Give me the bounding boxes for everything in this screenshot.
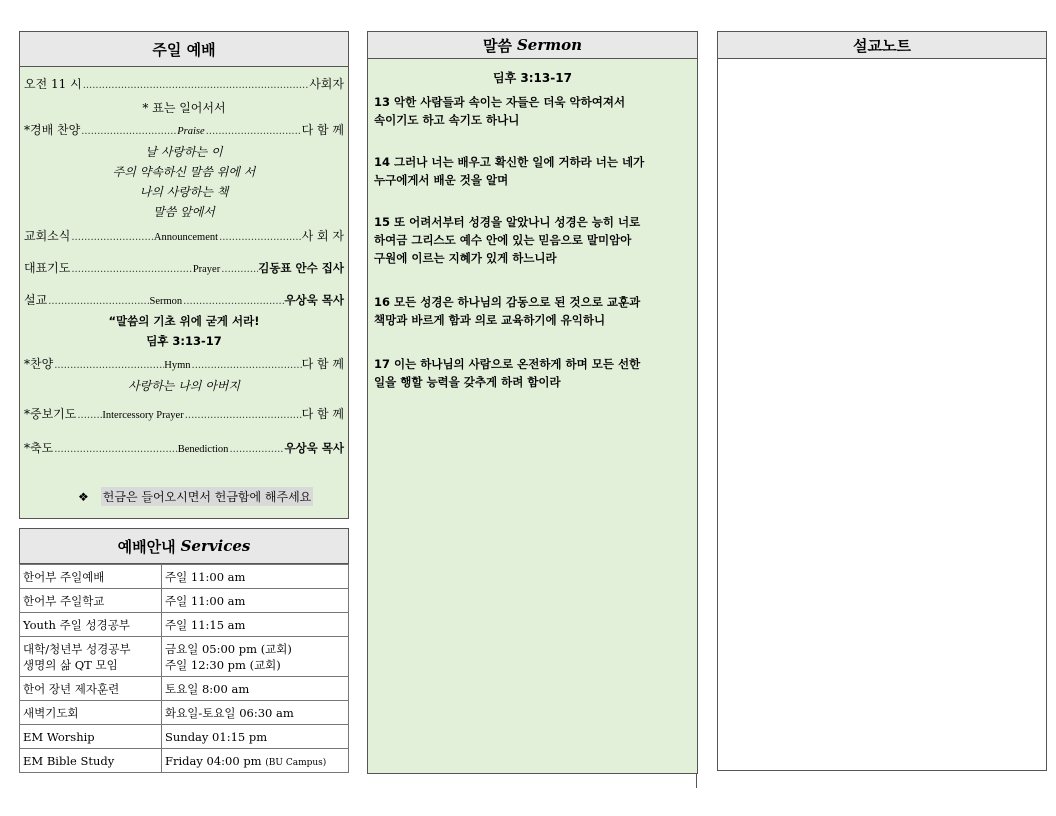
hymn-title: 사랑하는 나의 아버지: [128, 379, 240, 393]
order-item-announcement: [24, 227, 344, 245]
praise-song: 말씀 앞에서: [153, 205, 215, 219]
service-time: 화요일-토요일 06:30 am: [162, 701, 349, 725]
sermon-notes-title: 설교노트: [853, 36, 911, 55]
service-name: EM Bible Study: [20, 749, 162, 773]
services-title-en: Services: [180, 537, 251, 555]
service-time: 토요일 8:00 am: [162, 677, 349, 701]
offering-note: [78, 487, 313, 506]
service-time: Sunday 01:15 pm: [162, 725, 349, 749]
order-item-leader: 다 함 께: [301, 407, 344, 421]
order-item-label: 교회소식: [24, 229, 71, 243]
order-item-english: Intercessory Prayer: [102, 410, 184, 421]
standing-note: * 표는 일어서서: [142, 101, 226, 115]
service-name: 한어부 주일예배: [20, 565, 162, 589]
verse-line: 하여금 그리스도 예수 안에 있는 믿음으로 말미암아: [374, 233, 632, 247]
table-row: [20, 749, 349, 773]
order-item-english: Praise: [177, 126, 205, 137]
order-item-label: *경배 찬양: [24, 123, 81, 137]
service-time: 주일 11:00 am: [162, 565, 349, 589]
order-item-leader: 사 회 자: [301, 229, 344, 243]
services-table: [19, 564, 349, 773]
service-time: [162, 749, 349, 773]
order-item-leader: 사회자: [309, 77, 344, 91]
order-item-sermon: [24, 291, 344, 309]
sermon-notes-area[interactable]: [717, 59, 1047, 771]
service-time: [162, 637, 349, 677]
table-row: [20, 565, 349, 589]
order-item-leader: 우상욱 목사: [284, 293, 345, 307]
worship-order-title: 주일 예배: [152, 40, 216, 59]
service-time-line: 주일 12:30 pm (교회): [165, 657, 281, 672]
sermon-header-title-en: Sermon: [516, 36, 583, 54]
table-row: [20, 589, 349, 613]
praise-song: 날 사랑하는 이: [145, 145, 223, 159]
verse-17: [374, 355, 691, 391]
table-row: [20, 701, 349, 725]
order-item-leader: 우상욱 목사: [284, 441, 344, 455]
sermon-panel: [367, 59, 698, 774]
service-name: EM Worship: [20, 725, 162, 749]
verse-16: [374, 293, 691, 329]
verse-15: [374, 213, 691, 267]
praise-song: 나의 사랑하는 책: [139, 185, 229, 199]
order-item-label: *중보기도: [24, 407, 77, 421]
verse-13: [374, 93, 691, 129]
service-name-line: 대학/청년부 성경공부: [23, 641, 131, 656]
order-item-label: 오전 11 시: [24, 77, 82, 91]
order-item-label: 설교: [24, 293, 48, 307]
offering-note-text: 헌금은 들어오시면서 헌금함에 해주세요: [101, 487, 314, 506]
order-item-intercessory: [24, 405, 344, 423]
service-time: 주일 11:15 am: [162, 613, 349, 637]
sermon-reference: 딤후 3:13-17: [146, 334, 222, 348]
order-item-leader: 다 함 께: [301, 123, 345, 137]
scripture-reference: 딤후 3:13-17: [493, 71, 572, 85]
worship-order-header: [19, 31, 349, 67]
service-name: [20, 637, 162, 677]
verse-line: 15 또 어려서부터 성경을 알았나니 성경은 능히 너로: [374, 215, 641, 229]
services-header: [19, 528, 349, 564]
table-row: [20, 677, 349, 701]
order-item-hymn: [24, 355, 344, 373]
order-item-label: *찬양: [24, 357, 54, 371]
order-item-english: Hymn: [164, 360, 191, 371]
service-time-main: Friday 04:00 pm: [165, 753, 262, 768]
verse-line: 책망과 바르게 함과 의로 교육하기에 유익하니: [374, 313, 606, 327]
order-item-praise: [24, 121, 344, 139]
service-name: 새벽기도회: [20, 701, 162, 725]
order-item-leader: 김동표 안수 집사: [258, 261, 344, 275]
verse-line: 17 이는 하나님의 사람으로 온전하게 하며 모든 선한: [374, 357, 641, 371]
verse-line: 14 그러나 너는 배우고 확신한 일에 거하라 너는 네가: [374, 155, 645, 169]
order-item-prayer: [24, 259, 344, 277]
table-row: [20, 725, 349, 749]
verse-line: 누구에게서 배운 것을 알며: [374, 173, 509, 187]
order-item-english: Announcement: [153, 232, 219, 243]
sermon-title: “말씀의 기초 위에 굳게 서라!: [108, 314, 260, 328]
table-row: [20, 637, 349, 677]
services-title: 예배안내: [117, 537, 176, 556]
order-item-english: Prayer: [192, 264, 221, 275]
verse-line: 13 악한 사람들과 속이는 자들은 더욱 악하여져서: [374, 95, 626, 109]
verse-14: [374, 153, 691, 189]
verse-line: 구원에 이르는 지혜가 있게 하느니라: [374, 251, 557, 265]
verse-line: 일을 행할 능력을 갖추게 하려 함이라: [374, 375, 561, 389]
order-item-label: *축도: [24, 441, 54, 455]
sermon-header: [367, 31, 698, 59]
diamond-bullet-icon: ❖: [78, 489, 89, 504]
order-item-english: Benediction: [177, 444, 229, 455]
order-item-benediction: [24, 439, 344, 457]
verse-line: 속이기도 하고 속기도 하나니: [374, 113, 520, 127]
order-item-english: Sermon: [149, 296, 183, 307]
order-item-opening: [24, 75, 344, 93]
order-item-label: 대표기도: [24, 261, 71, 275]
service-time-line: 금요일 05:00 pm (교회): [165, 641, 292, 656]
sermon-header-title: 말씀: [482, 36, 512, 55]
service-location: (BU Campus): [265, 757, 327, 768]
order-item-leader: 다 함 께: [301, 357, 344, 371]
verse-line: 16 모든 성경은 하나님의 감동으로 된 것으로 교훈과: [374, 295, 641, 309]
worship-order-panel: [19, 67, 349, 519]
service-name: Youth 주일 성경공부: [20, 613, 162, 637]
sermon-notes-header: [717, 31, 1047, 59]
service-name: 한어부 주일학교: [20, 589, 162, 613]
divider: [696, 774, 697, 788]
praise-song: 주의 약속하신 말씀 위에 서: [112, 165, 256, 179]
table-row: [20, 613, 349, 637]
service-name: 한어 장년 제자훈련: [20, 677, 162, 701]
service-name-line: 생명의 삶 QT 모임: [23, 657, 118, 672]
service-time: 주일 11:00 am: [162, 589, 349, 613]
